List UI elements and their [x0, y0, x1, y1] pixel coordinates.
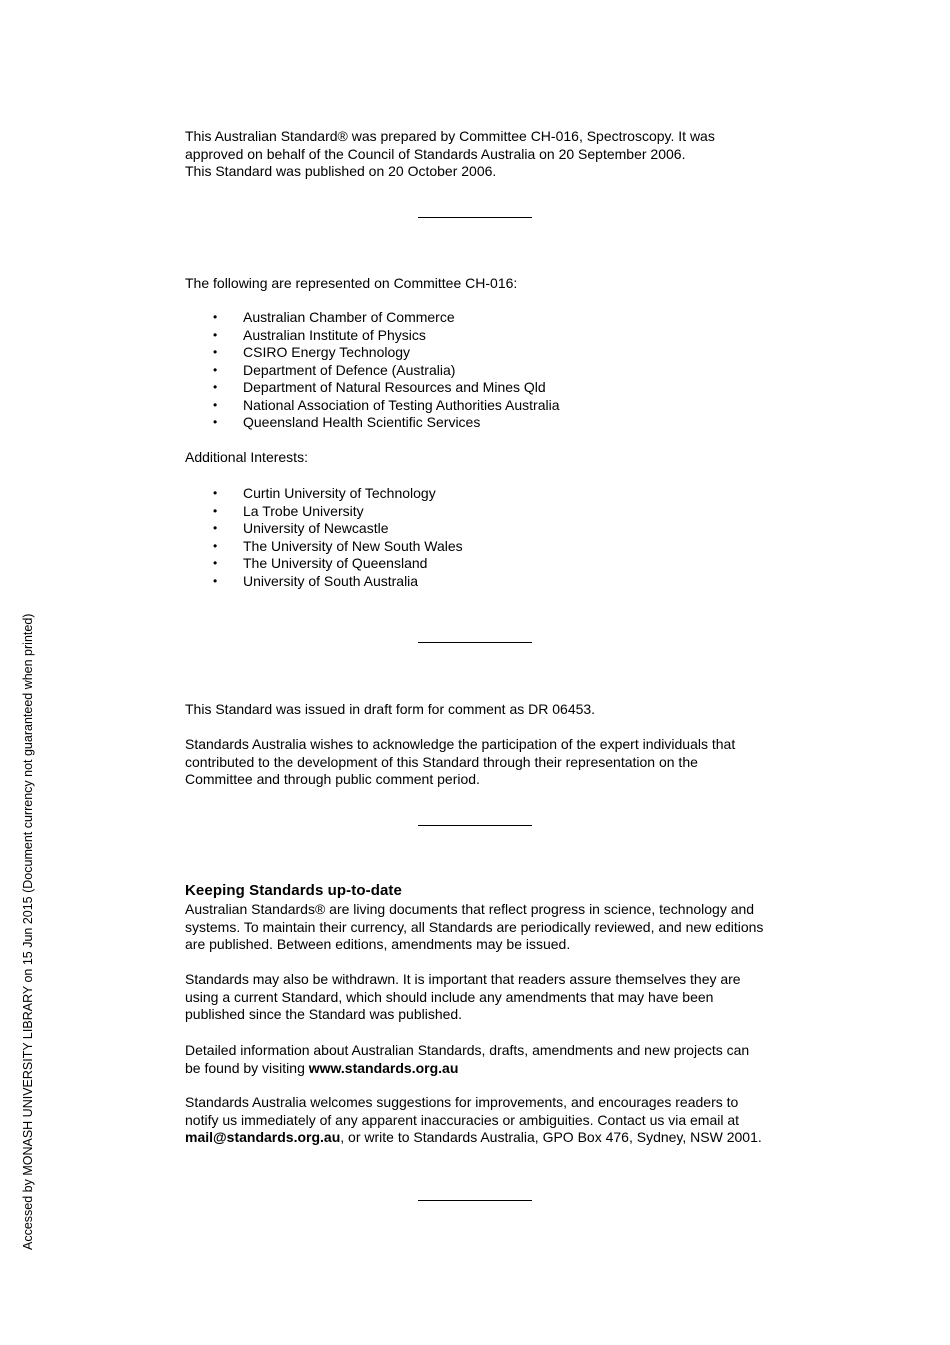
prep-line-2: approved on behalf of the Council of Standards Australia on 20 September 2006.	[185, 145, 686, 162]
section-divider	[418, 1200, 532, 1201]
list-item	[185, 503, 775, 521]
email-link[interactable]: mail@standards.org.au	[185, 1129, 341, 1146]
section-divider	[418, 825, 532, 826]
keeping-paragraph-2	[185, 971, 775, 1024]
keeping-p4-line-3	[185, 1129, 775, 1147]
bullet-icon: •	[213, 521, 218, 535]
keeping-standards-heading: Keeping Standards up-to-date	[185, 882, 402, 899]
bullet-icon: •	[213, 573, 218, 588]
keeping-p1-line-3: are published. Between editions, amendments may be issued.	[185, 936, 571, 953]
section-divider	[418, 217, 532, 218]
keeping-p4-line-3-text: , or write to Standards Australia, GPO Box 476, Sydney, NSW 2001.	[340, 1129, 762, 1146]
list-item	[185, 309, 775, 327]
preparation-statement	[185, 128, 775, 181]
bullet-icon: •	[213, 538, 218, 553]
keeping-paragraph-1	[185, 901, 775, 954]
interest-name: La Trobe University	[243, 502, 364, 519]
keeping-paragraph-4	[185, 1094, 775, 1147]
section-divider	[418, 642, 532, 643]
keeping-p4-line-2: notify us immediately of any apparent inaccuracies or ambiguities. Contact us via email at	[185, 1111, 740, 1128]
list-item	[185, 397, 775, 415]
list-item	[185, 414, 775, 432]
bullet-icon: •	[213, 380, 218, 394]
member-name: CSIRO Energy Technology	[243, 344, 411, 360]
keeping-p2-line-2: using a current Standard, which should include any amendments that may have been	[185, 988, 714, 1005]
interest-name: University of South Australia	[243, 572, 419, 589]
bullet-icon: •	[213, 362, 218, 377]
bullet-icon: •	[213, 345, 218, 359]
prep-line-1: This Australian Standard® was prepared by Committee CH-016, Spectroscopy. It was	[185, 128, 715, 144]
keeping-p2-line-3: published since the Standard was published.	[185, 1006, 463, 1023]
keeping-p2-line-1: Standards may also be withdrawn. It is important that readers assure themselves they are	[185, 971, 741, 987]
bullet-icon: •	[213, 397, 218, 412]
committee-members-list	[185, 309, 775, 432]
bullet-icon: •	[213, 415, 218, 429]
list-item	[185, 327, 775, 345]
ack-line-3: Committee and through public comment period.	[185, 771, 480, 788]
bullet-icon: •	[213, 327, 218, 342]
list-item	[185, 573, 775, 591]
interest-name: University of Newcastle	[243, 520, 389, 536]
list-item	[185, 555, 775, 573]
additional-interests-label: Additional Interests:	[185, 449, 308, 465]
interest-name: The University of Queensland	[243, 555, 428, 571]
list-item	[185, 520, 775, 538]
list-item	[185, 379, 775, 397]
bullet-icon: •	[213, 556, 218, 570]
bullet-icon: •	[213, 486, 218, 500]
bullet-icon: •	[213, 310, 218, 324]
keeping-p3-line-1: Detailed information about Australian Standards, drafts, amendments and new projects can	[185, 1042, 750, 1058]
additional-interests-list	[185, 485, 775, 590]
keeping-paragraph-3	[185, 1042, 775, 1077]
keeping-p3-line-2	[185, 1060, 775, 1078]
list-item	[185, 485, 775, 503]
committee-intro: The following are represented on Committee CH-016:	[185, 275, 518, 291]
acknowledgement-paragraph	[185, 736, 775, 789]
website-link[interactable]: www.standards.org.au	[308, 1059, 459, 1076]
interest-name: Curtin University of Technology	[243, 485, 436, 501]
keeping-p4-line-1: Standards Australia welcomes suggestions for improvements, and encourages readers to	[185, 1094, 739, 1110]
keeping-p1-line-2: systems. To maintain their currency, all Standards are periodically reviewed, and new editions	[185, 918, 764, 935]
keeping-p3-line-2-text: be found by visiting	[185, 1059, 309, 1076]
access-watermark: Accessed by MONASH UNIVERSITY LIBRARY on 15 Jun 2015 (Document currency not guaranteed when printed)	[21, 613, 35, 1250]
list-item	[185, 362, 775, 380]
list-item	[185, 344, 775, 362]
member-name: Australian Chamber of Commerce	[243, 309, 455, 325]
member-name: Department of Defence (Australia)	[243, 361, 456, 378]
draft-issued-statement: This Standard was issued in draft form for comment as DR 06453.	[185, 701, 596, 717]
interest-name: The University of New South Wales	[243, 537, 463, 554]
keeping-p1-line-1: Australian Standards® are living documents that reflect progress in science, technology and	[185, 901, 755, 917]
member-name: Australian Institute of Physics	[243, 326, 426, 343]
list-item	[185, 538, 775, 556]
prep-line-3: This Standard was published on 20 October 2006.	[185, 163, 497, 180]
member-name: Department of Natural Resources and Mines Qld	[243, 379, 546, 395]
ack-line-2: contributed to the development of this Standard through their representation on the	[185, 753, 698, 770]
member-name: National Association of Testing Authorities Australia	[243, 396, 560, 413]
ack-line-1: Standards Australia wishes to acknowledge the participation of the expert individuals that	[185, 736, 736, 752]
bullet-icon: •	[213, 503, 218, 518]
member-name: Queensland Health Scientific Services	[243, 414, 481, 430]
